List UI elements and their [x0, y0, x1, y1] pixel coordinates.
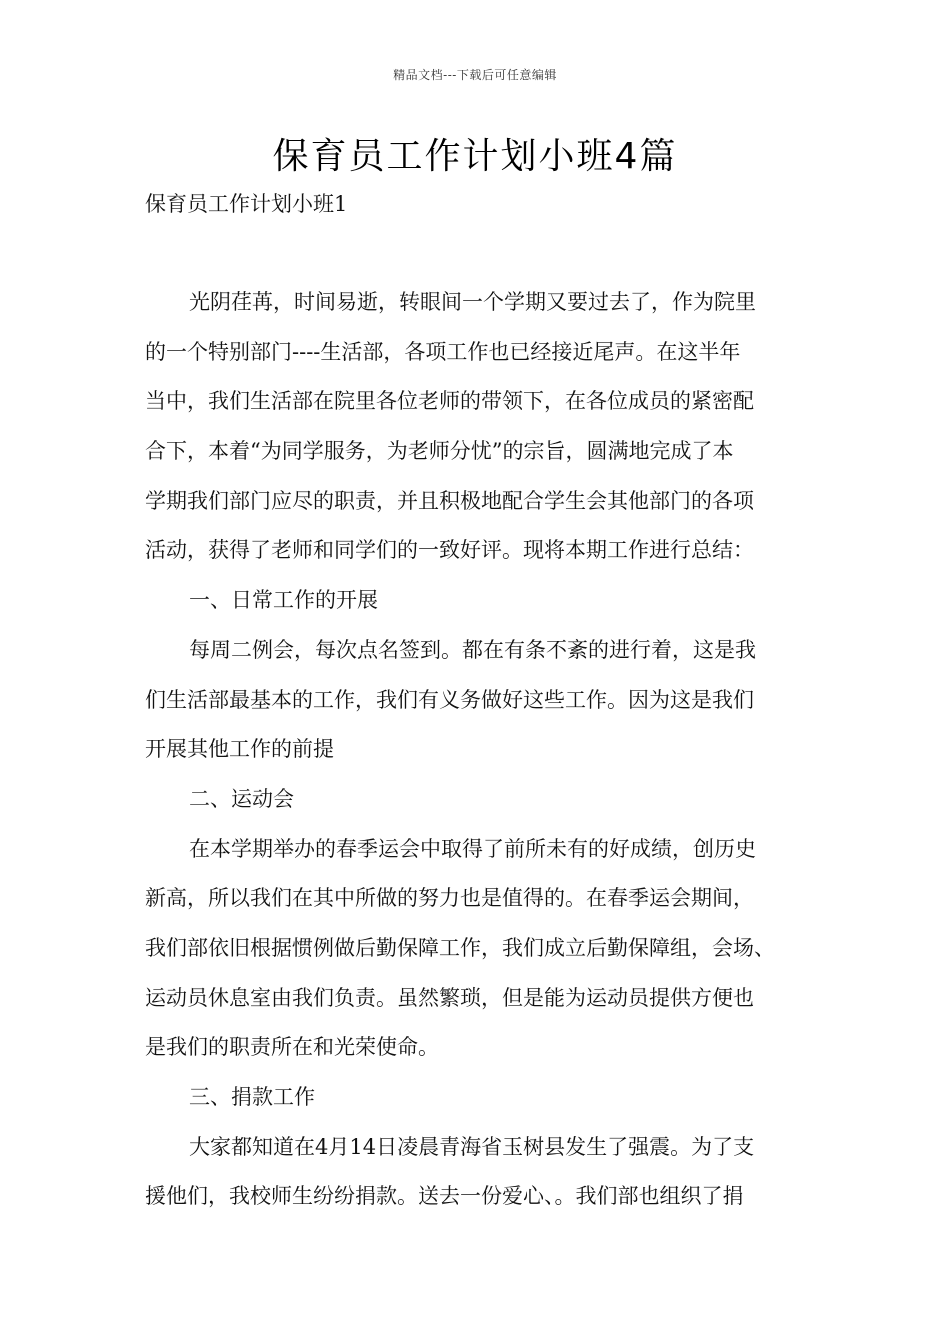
document-title: 保育员工作计划小班4篇: [272, 136, 678, 177]
paragraph-line: 光阴荏苒，时间易逝，转眼间一个学期又要过去了，作为院里: [189, 290, 756, 314]
paragraph-line: 的一个特别部门----生活部，各项工作也已经接近尾声。在这半年: [145, 339, 741, 364]
section-heading: 一、日常工作的开展: [189, 588, 378, 613]
paragraph-line: 学期我们部门应尽的职责，并且积极地配合学生会其他部门的各项: [145, 488, 754, 513]
section-heading: 三、捐款工作: [189, 1085, 315, 1109]
paragraph-line: 在本学期举办的春季运会中取得了前所未有的好成绩，创历史: [189, 836, 756, 861]
paragraph-line: 援他们，我校师生纷纷捐款。送去一份爱心、。我们部也组织了捐: [145, 1184, 744, 1209]
body-text: [145, 284, 825, 1228]
section-heading: 二、运动会: [189, 786, 294, 811]
section-subtitle: 保育员工作计划小班1: [145, 192, 348, 216]
paragraph-line: 大家都知道在4月14日凌晨青海省玉树县发生了强震。为了支: [189, 1134, 755, 1159]
paragraph-line: 开展其他工作的前提: [145, 737, 334, 762]
header-note: 精品文档---下载后可任意编辑: [393, 68, 557, 82]
paragraph-line: 活动，获得了老师和同学们的一致好评。现将本期工作进行总结：: [145, 538, 754, 563]
paragraph-line: 新高，所以我们在其中所做的努力也是值得的。在春季运会期间，: [145, 886, 754, 911]
paragraph-line: 每周二例会，每次点名签到。都在有条不紊的进行着，这是我: [189, 637, 756, 662]
paragraph-line: 合下，本着“为同学服务，为老师分忧”的宗旨，圆满地完成了本: [145, 439, 734, 464]
paragraph-line: 我们部依旧根据惯例做后勤保障工作，我们成立后勤保障组，会场、: [145, 935, 775, 960]
paragraph-line: 们生活部最基本的工作，我们有义务做好这些工作。因为这是我们: [145, 687, 754, 712]
paragraph-line: 运动员休息室由我们负责。虽然繁琐，但是能为运动员提供方便也: [145, 985, 754, 1010]
paragraph-line: 当中，我们生活部在院里各位老师的带领下，在各位成员的紧密配: [145, 389, 754, 414]
paragraph-line: 是我们的职责所在和光荣使命。: [145, 1035, 439, 1060]
